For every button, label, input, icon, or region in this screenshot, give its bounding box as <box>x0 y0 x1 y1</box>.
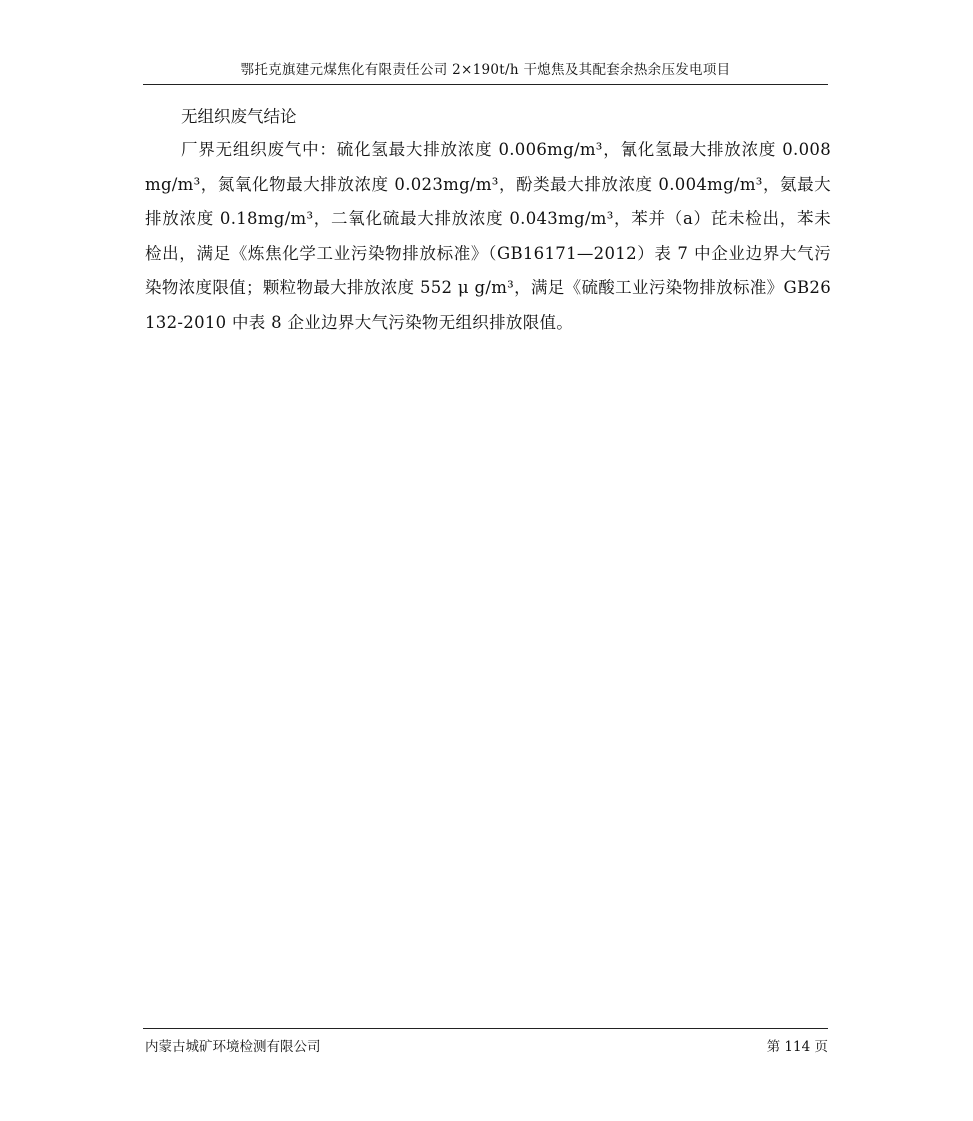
footer-company: 内蒙古城矿环境检测有限公司 <box>145 1039 321 1055</box>
footer-divider <box>143 1028 828 1029</box>
header-divider <box>143 84 828 85</box>
section-title: 无组织废气结论 <box>181 107 297 126</box>
footer-page-number: 第 114 页 <box>766 1039 828 1055</box>
section-paragraph: 厂界无组织废气中：硫化氢最大排放浓度 0.006mg/m³，氰化氢最大排放浓度 0.008mg/m³，氮氧化物最大排放浓度 0.023mg/m³，酚类最大排放浓度 0.004mg/m³，氨最大排放浓度 0.18mg/m³，二氧化硫最大排放浓度 0.043mg/m³，苯并（a）芘未检出，苯未检出，满足《炼焦化学工业污染物排放标准》（GB16171—2012）表 7 中企业边界大气污染物浓度限值；颗粒物最大排放浓度 552 μ g/m³，满足《硫酸工业污染物排放标准》GB26132-2010 中表 8 企业边界大气污染物无组织排放限值。 <box>145 140 831 332</box>
page-header-title: 鄂托克旗建元煤焦化有限责任公司 2×190t/h 干熄焦及其配套余热余压发电项目 <box>240 62 731 78</box>
